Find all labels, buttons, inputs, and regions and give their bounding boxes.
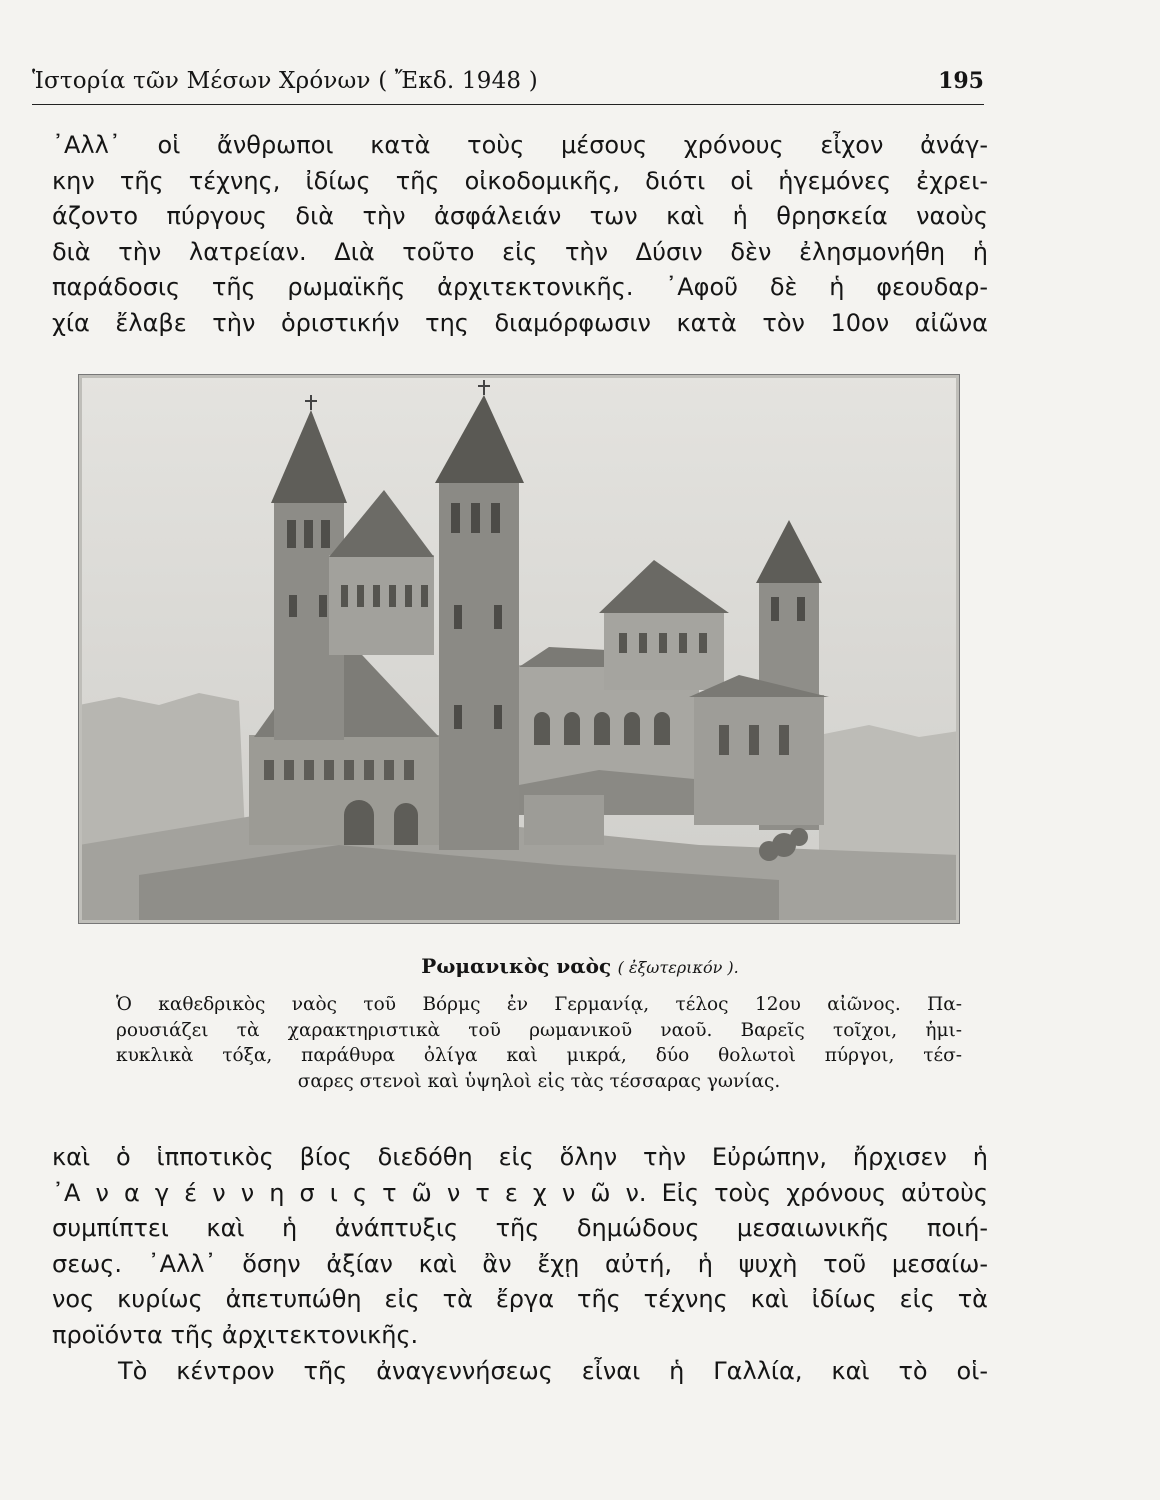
figure-caption-title (0, 954, 1160, 978)
text-line: άζοντο πύργους διὰ τὴν ἀσφάλειάν των καὶ ἡ θρησκεία ναοὺς (52, 202, 988, 231)
figure-caption-text (116, 992, 962, 1094)
cathedral-photo (78, 374, 960, 924)
cathedral-illustration (79, 375, 959, 923)
paragraph-bottom (52, 1140, 988, 1389)
caption-line: σαρες στενοὶ καὶ ὑψηλοὶ εἰς τὰς τέσσαρας γωνίας. (297, 1070, 781, 1092)
text-line: χία ἔλαβε τὴν ὁριστικήν της διαμόρφωσιν κατὰ τὸν 10ον αἰῶνα (52, 308, 988, 337)
caption-title: Ρωμανικὸς ναὸς (421, 954, 612, 978)
text-line: ᾿Α ν α γ έ ν ν η σ ι ς τ ῶ ν τ ε χ ν ῶ ν. Εἰς τοὺς χρόνους αὐτοὺς (52, 1178, 988, 1207)
running-header (32, 62, 984, 105)
text-line: νος κυρίως ἀπετυπώθη εἰς τὰ ἔργα τῆς τέχνης καὶ ἰδίως εἰς τὰ (52, 1285, 988, 1314)
caption-line: κυκλικὰ τόξα, παράθυρα ὀλίγα καὶ μικρά, δύο θολωτοὶ πύργοι, τέσ- (116, 1045, 962, 1066)
text-line: ᾿Αλλ᾿ οἱ ἄνθρωποι κατὰ τοὺς μέσους χρόνους εἶχον ἀνάγ- (52, 131, 988, 159)
running-title: Ἱστορία τῶν Μέσων Χρόνων ( Ἔκδ. 1948 ) (32, 68, 538, 94)
text-line: προϊόντα τῆς ἀρχιτεκτονικῆς. (52, 1320, 419, 1349)
paragraph-top (52, 128, 988, 342)
text-line: κην τῆς τέχνης, ἰδίως τῆς οἰκοδομικῆς, διότι οἱ ἡγεμόνες ἐχρει- (52, 166, 988, 195)
caption-line: Ὁ καθεδρικὸς ναὸς τοῦ Βόρμς ἐν Γερμανίᾳ, τέλος 12ου αἰῶνος. Πα- (116, 994, 962, 1015)
text-line: Τὸ κέντρον τῆς ἀναγεννήσεως εἶναι ἡ Γαλλία, καὶ τὸ οἱ- (118, 1356, 988, 1385)
text-line: καὶ ὁ ἱπποτικὸς βίος διεδόθη εἰς ὅλην τὴν Εὐρώπην, ἤρχισεν ἡ (52, 1143, 988, 1171)
text-line: σεως. ᾿Αλλ᾿ ὅσην ἀξίαν καὶ ἂν ἔχῃ αὐτή, ἡ ψυχὴ τοῦ μεσαίω- (52, 1249, 988, 1278)
text-line: παράδοσις τῆς ρωμαϊκῆς ἀρχιτεκτονικῆς. ᾿Αφοῦ δὲ ἡ φεουδαρ- (52, 273, 988, 302)
text-line: διὰ τὴν λατρείαν. Διὰ τοῦτο εἰς τὴν Δύσιν δὲν ἐλησμονήθη ἡ (52, 237, 988, 266)
page-number: 195 (938, 68, 984, 94)
caption-line: ρουσιάζει τὰ χαρακτηριστικὰ τοῦ ρωμανικοῦ ναοῦ. Βαρεῖς τοῖχοι, ἡμι- (116, 1019, 962, 1041)
text-line: συμπίπτει καὶ ἡ ἀνάπτυξις τῆς δημώδους μεσαιωνικῆς ποιή- (52, 1214, 988, 1243)
caption-subtitle: ( ἐξωτερικόν ). (617, 958, 739, 977)
